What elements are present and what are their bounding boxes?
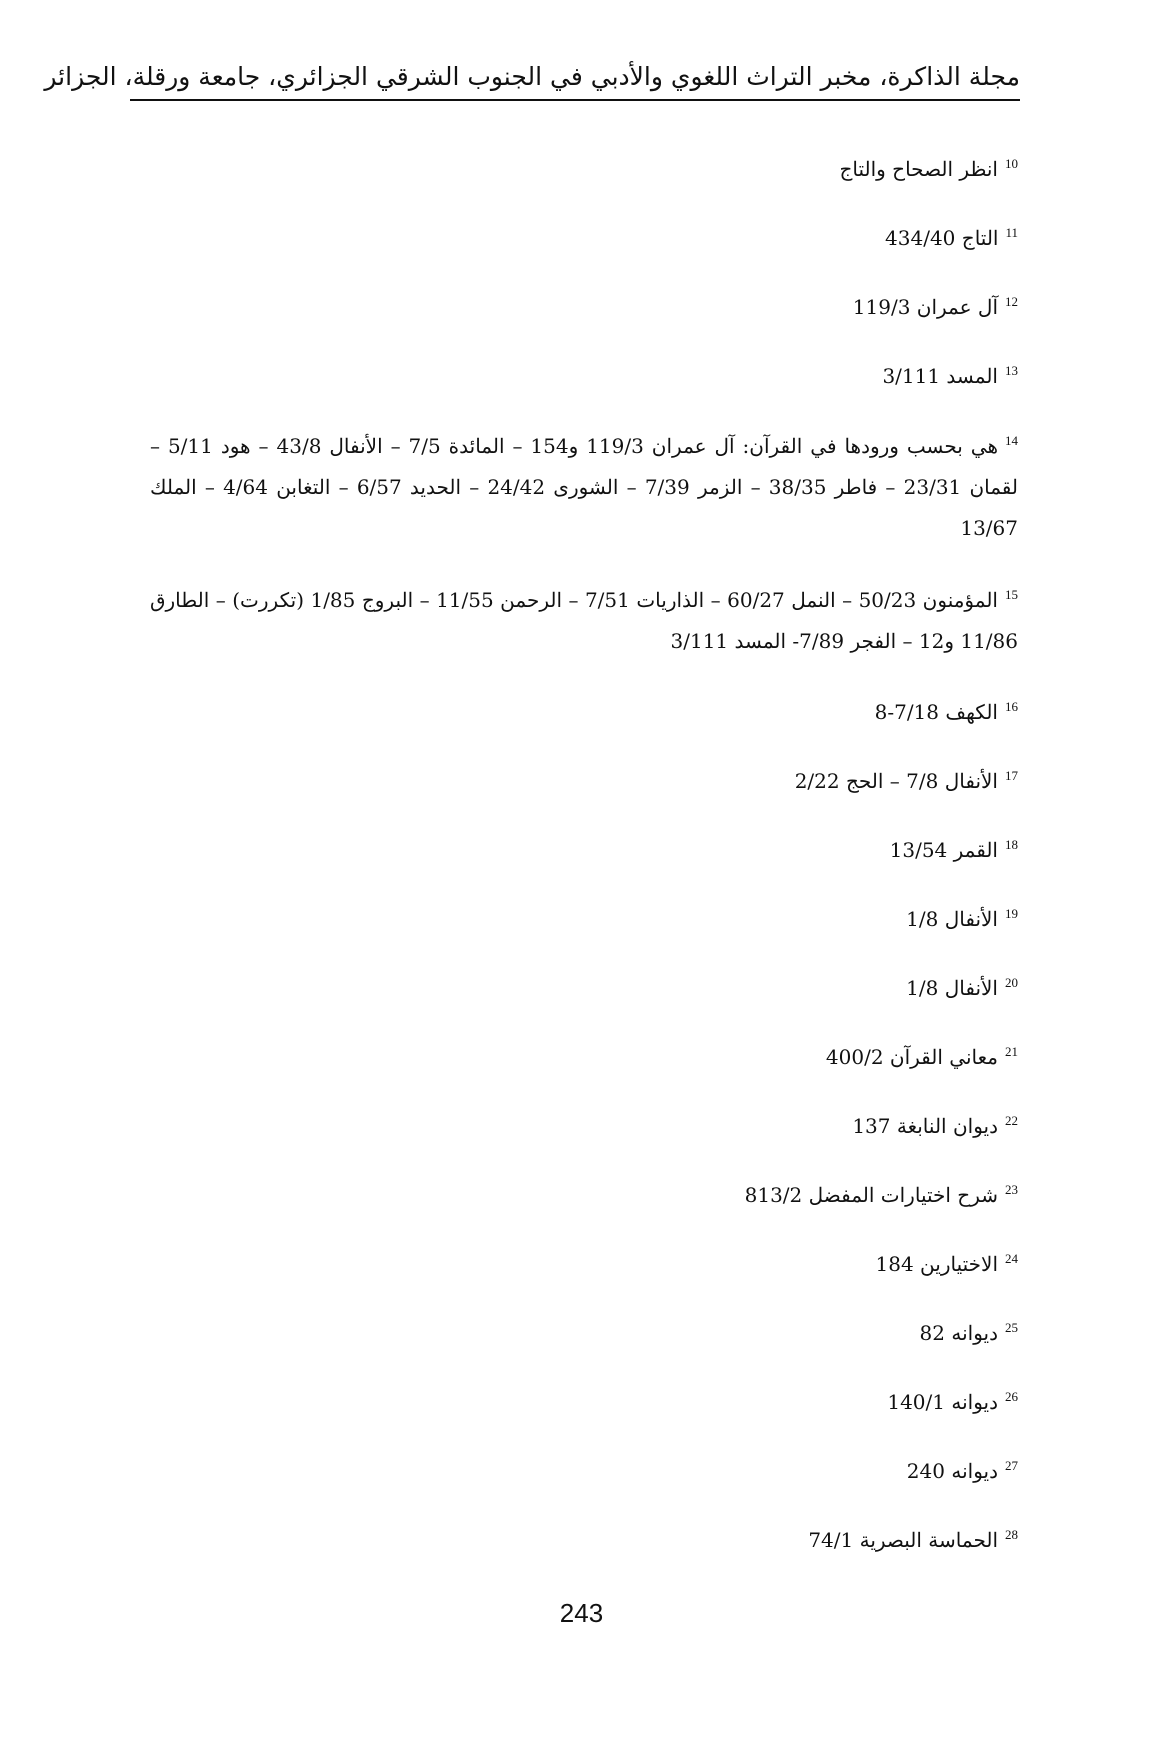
footnote-number: 19: [1005, 906, 1018, 922]
footnote: [150, 693, 1018, 731]
footnote-number: 20: [1005, 975, 1018, 991]
footnote-text: الاختيارين 184: [875, 1252, 998, 1276]
footnote: [150, 1176, 1018, 1214]
footnote-number: 27: [1005, 1458, 1018, 1474]
footnote-text: آل عمران 119/3: [852, 295, 998, 319]
footnote-number: 28: [1005, 1527, 1018, 1543]
footnote-text: المسد 3/111: [882, 364, 998, 388]
footnote: [150, 1452, 1018, 1490]
footnote-text: ديوانه 240: [906, 1459, 998, 1483]
page-number: 243: [559, 1598, 604, 1628]
footnote: [150, 219, 1018, 257]
footnote: [150, 1383, 1018, 1421]
header-rule: [130, 99, 1020, 101]
footnote: [150, 150, 1018, 188]
footnotes-list: [150, 150, 1018, 1590]
footnote-text: التاج 434/40: [885, 226, 999, 250]
footnote: [150, 288, 1018, 326]
footnote-number: 17: [1005, 768, 1018, 784]
footnote: [150, 831, 1018, 869]
running-header: مجلة الذاكرة، مخبر التراث اللغوي والأدبي في الجنوب الشرقي الجزائري، جامعة ورقلة، الجزائر: [44, 62, 1020, 91]
footnote: [150, 426, 1018, 549]
footnote-text: القمر 13/54: [889, 838, 998, 862]
footnote-number: 24: [1005, 1251, 1018, 1267]
footnote-text: ديوان النابغة 137: [852, 1114, 998, 1138]
footnote-number: 15: [1004, 587, 1018, 603]
footnote: [150, 1521, 1018, 1559]
footnote-number: 12: [1005, 294, 1018, 310]
footnote-number: 14: [1005, 433, 1019, 449]
footnote: [150, 357, 1018, 395]
footnote: [150, 1314, 1018, 1352]
footnote: [150, 1107, 1018, 1145]
footnote-text: ديوانه 140/1: [887, 1390, 998, 1414]
footnote-number: 18: [1005, 837, 1018, 853]
footnote-number: 25: [1005, 1320, 1018, 1336]
footnote-text: الأنفال 1/8: [906, 907, 998, 931]
footnote-text: ديوانه 82: [919, 1321, 998, 1345]
footnote-text: انظر الصحاح والتاج: [839, 157, 998, 181]
footnote-text: الكهف 7/18-8: [874, 700, 998, 724]
footnote: [150, 762, 1018, 800]
footnote: [150, 969, 1018, 1007]
footnote: [150, 1245, 1018, 1283]
footnote-text: الأنفال 7/8 – الحج 2/22: [794, 769, 998, 793]
footnote-number: 22: [1005, 1113, 1018, 1129]
footnote-number: 11: [1005, 225, 1018, 241]
footnote-text: معاني القرآن 400/2: [825, 1045, 998, 1069]
footnote-number: 16: [1005, 699, 1018, 715]
footnote-number: 13: [1005, 363, 1018, 379]
footnote-text: هي بحسب ورودها في القرآن: آل عمران 119/3 و154 – المائدة 7/5 – الأنفال 43/8 – هود 5/11 – لقمان 23/31 – فاطر 38/35 – الزمر 7/39 – الشورى 24/42 – الحديد 6/57 – التغابن 4/64 – الملك 13/67: [150, 434, 1019, 540]
footnote-text: شرح اختيارات المفضل 813/2: [744, 1183, 998, 1207]
footnote-text: الحماسة البصرية 74/1: [808, 1528, 998, 1552]
footnote-number: 23: [1005, 1182, 1018, 1198]
footnote: [150, 1038, 1018, 1076]
footnote-number: 10: [1005, 156, 1018, 172]
footnote: [150, 900, 1018, 938]
footnote-number: 21: [1005, 1044, 1018, 1060]
footnote-text: المؤمنون 50/23 – النمل 60/27 – الذاريات 7/51 – الرحمن 11/55 – البروج 1/85 (تكررت) – الطارق 11/86 و12 – الفجر 7/89- المسد 3/111: [150, 588, 1018, 653]
footnote-number: 26: [1005, 1389, 1018, 1405]
footnote: [150, 580, 1018, 662]
footnote-text: الأنفال 1/8: [906, 976, 998, 1000]
